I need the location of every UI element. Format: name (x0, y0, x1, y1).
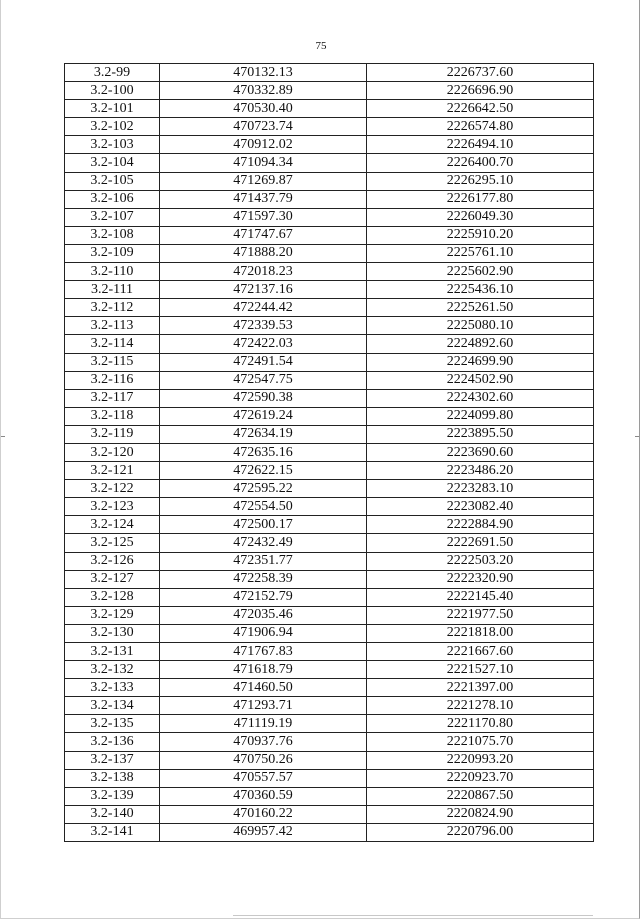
y-coordinate-cell: 2225910.20 (367, 226, 594, 244)
y-coordinate-cell: 2226696.90 (367, 82, 594, 100)
x-coordinate-cell: 470557.57 (160, 769, 367, 787)
point-id-cell: 3.2-105 (65, 172, 160, 190)
point-id-cell: 3.2-138 (65, 769, 160, 787)
y-coordinate-cell: 2225761.10 (367, 244, 594, 262)
table-row (65, 769, 594, 787)
table-row (65, 172, 594, 190)
point-id-cell: 3.2-134 (65, 697, 160, 715)
point-id-cell: 3.2-123 (65, 498, 160, 516)
table-row (65, 226, 594, 244)
table-row (65, 679, 594, 697)
point-id-cell: 3.2-103 (65, 136, 160, 154)
y-coordinate-cell: 2221667.60 (367, 643, 594, 661)
y-coordinate-cell: 2226494.10 (367, 136, 594, 154)
y-coordinate-cell: 2222320.90 (367, 570, 594, 588)
x-coordinate-cell: 471293.71 (160, 697, 367, 715)
y-coordinate-cell: 2226400.70 (367, 154, 594, 172)
point-id-cell: 3.2-101 (65, 100, 160, 118)
y-coordinate-cell: 2224099.80 (367, 407, 594, 425)
point-id-cell: 3.2-141 (65, 823, 160, 841)
table-row (65, 462, 594, 480)
x-coordinate-cell: 472500.17 (160, 516, 367, 534)
table-row (65, 317, 594, 335)
point-id-cell: 3.2-116 (65, 371, 160, 389)
table-row (65, 480, 594, 498)
table-row (65, 263, 594, 281)
table-row (65, 787, 594, 805)
point-id-cell: 3.2-127 (65, 570, 160, 588)
x-coordinate-cell: 469957.42 (160, 823, 367, 841)
x-coordinate-cell: 472634.19 (160, 425, 367, 443)
y-coordinate-cell: 2220796.00 (367, 823, 594, 841)
table-row (65, 299, 594, 317)
table-row (65, 371, 594, 389)
x-coordinate-cell: 470937.76 (160, 733, 367, 751)
point-id-cell: 3.2-120 (65, 443, 160, 461)
point-id-cell: 3.2-113 (65, 317, 160, 335)
point-id-cell: 3.2-111 (65, 281, 160, 299)
y-coordinate-cell: 2226295.10 (367, 172, 594, 190)
table-row (65, 624, 594, 642)
table-row (65, 244, 594, 262)
x-coordinate-cell: 472244.42 (160, 299, 367, 317)
point-id-cell: 3.2-131 (65, 643, 160, 661)
y-coordinate-cell: 2223895.50 (367, 425, 594, 443)
point-id-cell: 3.2-119 (65, 425, 160, 443)
table-row (65, 823, 594, 841)
table-row (65, 498, 594, 516)
table-row (65, 643, 594, 661)
x-coordinate-cell: 472619.24 (160, 407, 367, 425)
y-coordinate-cell: 2226642.50 (367, 100, 594, 118)
table-row (65, 606, 594, 624)
x-coordinate-cell: 472547.75 (160, 371, 367, 389)
y-coordinate-cell: 2226574.80 (367, 118, 594, 136)
y-coordinate-cell: 2221278.10 (367, 697, 594, 715)
y-coordinate-cell: 2221527.10 (367, 661, 594, 679)
y-coordinate-cell: 2221397.00 (367, 679, 594, 697)
y-coordinate-cell: 2220867.50 (367, 787, 594, 805)
coordinates-table (64, 63, 594, 842)
x-coordinate-cell: 471119.19 (160, 715, 367, 733)
point-id-cell: 3.2-126 (65, 552, 160, 570)
y-coordinate-cell: 2222691.50 (367, 534, 594, 552)
table-row (65, 751, 594, 769)
x-coordinate-cell: 471094.34 (160, 154, 367, 172)
point-id-cell: 3.2-102 (65, 118, 160, 136)
table-row (65, 407, 594, 425)
y-coordinate-cell: 2223486.20 (367, 462, 594, 480)
y-coordinate-cell: 2220993.20 (367, 751, 594, 769)
x-coordinate-cell: 470332.89 (160, 82, 367, 100)
x-coordinate-cell: 470530.40 (160, 100, 367, 118)
point-id-cell: 3.2-100 (65, 82, 160, 100)
table-row (65, 190, 594, 208)
x-coordinate-cell: 471269.87 (160, 172, 367, 190)
point-id-cell: 3.2-125 (65, 534, 160, 552)
table-row (65, 118, 594, 136)
point-id-cell: 3.2-133 (65, 679, 160, 697)
table-row (65, 552, 594, 570)
x-coordinate-cell: 472622.15 (160, 462, 367, 480)
table-row (65, 154, 594, 172)
point-id-cell: 3.2-140 (65, 805, 160, 823)
y-coordinate-cell: 2223082.40 (367, 498, 594, 516)
table-row (65, 805, 594, 823)
point-id-cell: 3.2-108 (65, 226, 160, 244)
coordinates-table-body (65, 64, 594, 842)
y-coordinate-cell: 2221170.80 (367, 715, 594, 733)
x-coordinate-cell: 472339.53 (160, 317, 367, 335)
point-id-cell: 3.2-109 (65, 244, 160, 262)
x-coordinate-cell: 471906.94 (160, 624, 367, 642)
y-coordinate-cell: 2222145.40 (367, 588, 594, 606)
y-coordinate-cell: 2226049.30 (367, 208, 594, 226)
point-id-cell: 3.2-106 (65, 190, 160, 208)
scan-edge-mark-right (635, 436, 639, 437)
y-coordinate-cell: 2221818.00 (367, 624, 594, 642)
page-number: 75 (315, 40, 327, 52)
x-coordinate-cell: 472432.49 (160, 534, 367, 552)
table-row (65, 136, 594, 154)
x-coordinate-cell: 471597.30 (160, 208, 367, 226)
table-row (65, 353, 594, 371)
table-row (65, 281, 594, 299)
x-coordinate-cell: 470723.74 (160, 118, 367, 136)
point-id-cell: 3.2-135 (65, 715, 160, 733)
y-coordinate-cell: 2224699.90 (367, 353, 594, 371)
x-coordinate-cell: 470750.26 (160, 751, 367, 769)
y-coordinate-cell: 2225080.10 (367, 317, 594, 335)
table-row (65, 733, 594, 751)
point-id-cell: 3.2-128 (65, 588, 160, 606)
point-id-cell: 3.2-104 (65, 154, 160, 172)
point-id-cell: 3.2-122 (65, 480, 160, 498)
x-coordinate-cell: 472018.23 (160, 263, 367, 281)
x-coordinate-cell: 472258.39 (160, 570, 367, 588)
point-id-cell: 3.2-99 (65, 64, 160, 82)
table-row (65, 425, 594, 443)
y-coordinate-cell: 2224892.60 (367, 335, 594, 353)
table-row (65, 443, 594, 461)
point-id-cell: 3.2-121 (65, 462, 160, 480)
table-row (65, 82, 594, 100)
y-coordinate-cell: 2223690.60 (367, 443, 594, 461)
y-coordinate-cell: 2224302.60 (367, 389, 594, 407)
point-id-cell: 3.2-130 (65, 624, 160, 642)
point-id-cell: 3.2-137 (65, 751, 160, 769)
point-id-cell: 3.2-118 (65, 407, 160, 425)
point-id-cell: 3.2-110 (65, 263, 160, 281)
y-coordinate-cell: 2220824.90 (367, 805, 594, 823)
table-row (65, 570, 594, 588)
x-coordinate-cell: 471618.79 (160, 661, 367, 679)
y-coordinate-cell: 2221075.70 (367, 733, 594, 751)
x-coordinate-cell: 472595.22 (160, 480, 367, 498)
x-coordinate-cell: 470360.59 (160, 787, 367, 805)
table-row (65, 208, 594, 226)
table-row (65, 389, 594, 407)
scan-edge-mark-left (1, 436, 5, 437)
y-coordinate-cell: 2221977.50 (367, 606, 594, 624)
point-id-cell: 3.2-132 (65, 661, 160, 679)
point-id-cell: 3.2-124 (65, 516, 160, 534)
y-coordinate-cell: 2225261.50 (367, 299, 594, 317)
table-row (65, 64, 594, 82)
y-coordinate-cell: 2225602.90 (367, 263, 594, 281)
x-coordinate-cell: 472035.46 (160, 606, 367, 624)
x-coordinate-cell: 470132.13 (160, 64, 367, 82)
table-row (65, 335, 594, 353)
x-coordinate-cell: 472491.54 (160, 353, 367, 371)
point-id-cell: 3.2-117 (65, 389, 160, 407)
x-coordinate-cell: 472422.03 (160, 335, 367, 353)
x-coordinate-cell: 471437.79 (160, 190, 367, 208)
x-coordinate-cell: 471767.83 (160, 643, 367, 661)
x-coordinate-cell: 472554.50 (160, 498, 367, 516)
table-row (65, 697, 594, 715)
point-id-cell: 3.2-115 (65, 353, 160, 371)
x-coordinate-cell: 472635.16 (160, 443, 367, 461)
table-row (65, 661, 594, 679)
point-id-cell: 3.2-107 (65, 208, 160, 226)
x-coordinate-cell: 470912.02 (160, 136, 367, 154)
x-coordinate-cell: 472351.77 (160, 552, 367, 570)
table-row (65, 516, 594, 534)
y-coordinate-cell: 2226177.80 (367, 190, 594, 208)
y-coordinate-cell: 2223283.10 (367, 480, 594, 498)
x-coordinate-cell: 471888.20 (160, 244, 367, 262)
y-coordinate-cell: 2226737.60 (367, 64, 594, 82)
point-id-cell: 3.2-112 (65, 299, 160, 317)
y-coordinate-cell: 2225436.10 (367, 281, 594, 299)
x-coordinate-cell: 472137.16 (160, 281, 367, 299)
y-coordinate-cell: 2222884.90 (367, 516, 594, 534)
scan-bottom-line (233, 915, 593, 916)
point-id-cell: 3.2-136 (65, 733, 160, 751)
table-row (65, 588, 594, 606)
table-row (65, 534, 594, 552)
x-coordinate-cell: 471747.67 (160, 226, 367, 244)
x-coordinate-cell: 470160.22 (160, 805, 367, 823)
y-coordinate-cell: 2224502.90 (367, 371, 594, 389)
y-coordinate-cell: 2220923.70 (367, 769, 594, 787)
x-coordinate-cell: 472152.79 (160, 588, 367, 606)
point-id-cell: 3.2-114 (65, 335, 160, 353)
point-id-cell: 3.2-139 (65, 787, 160, 805)
point-id-cell: 3.2-129 (65, 606, 160, 624)
x-coordinate-cell: 472590.38 (160, 389, 367, 407)
y-coordinate-cell: 2222503.20 (367, 552, 594, 570)
table-row (65, 100, 594, 118)
x-coordinate-cell: 471460.50 (160, 679, 367, 697)
table-row (65, 715, 594, 733)
